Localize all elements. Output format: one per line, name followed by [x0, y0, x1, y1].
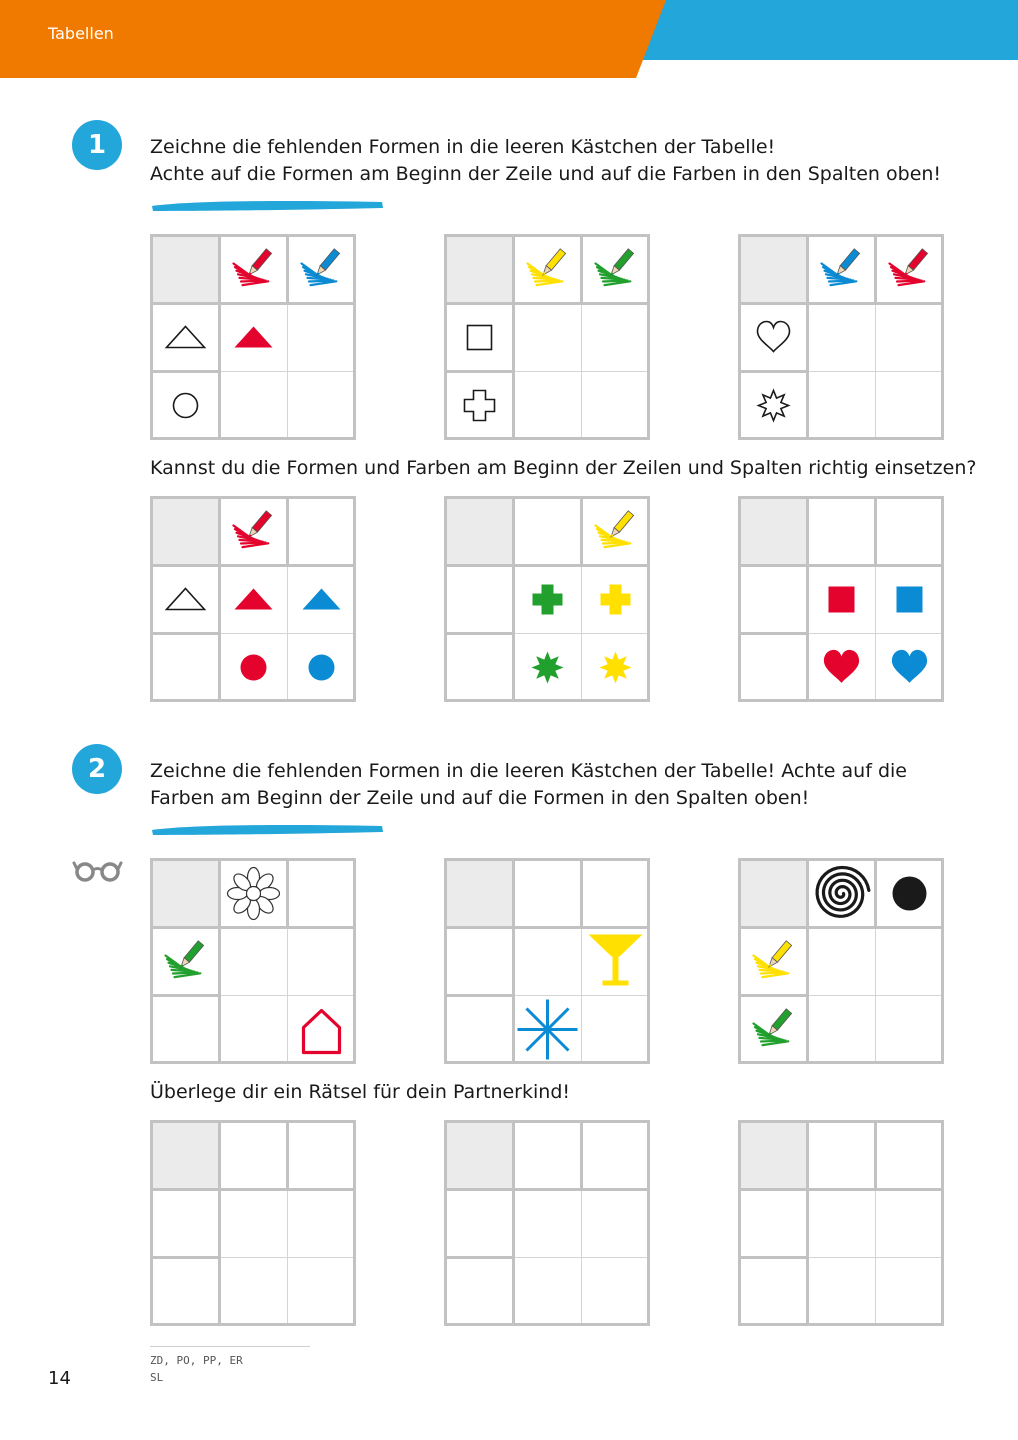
task1-question: Kannst du die Formen und Farben am Beginn der Zeilen und Spalten richtig einsetzen? [150, 457, 977, 479]
task-number-badge: 1 [72, 120, 122, 170]
task1-instruction-line1: Zeichne die fehlenden Formen in die leeren Kästchen der Tabelle! [150, 136, 776, 158]
circle-blue-icon [309, 655, 335, 681]
asterisk-blue-icon [518, 1000, 578, 1060]
task2-instruction-line2: Farben am Beginn der Zeile und auf die Formen in den Spalten oben! [150, 787, 810, 809]
table-7 [150, 858, 356, 1064]
table-10 [150, 1120, 356, 1326]
flower-outline-icon [228, 868, 280, 920]
blue-underline-stroke [150, 197, 385, 213]
task1-instruction [150, 134, 960, 188]
table-6 [738, 496, 944, 702]
blue-underline-stroke-2 [150, 821, 385, 837]
footer-divider [150, 1346, 310, 1347]
footer-codes-line2: SL [150, 1371, 164, 1384]
table-12 [738, 1120, 944, 1326]
header-band [0, 0, 1018, 78]
table-1 [150, 234, 356, 440]
star-yellow-icon [600, 652, 632, 684]
page-number: 14 [48, 1368, 71, 1389]
circle-red-icon [241, 655, 267, 681]
dot-black-icon [893, 877, 927, 911]
task2-instruction-line1: Zeichne die fehlenden Formen in die leeren Kästchen der Tabelle! Achte auf die [150, 760, 907, 782]
table-4 [150, 496, 356, 702]
table-3 [738, 234, 944, 440]
table-8 [444, 858, 650, 1064]
task1-instruction-line2: Achte auf die Formen am Beginn der Zeile und auf die Farben in den Spalten oben! [150, 163, 942, 185]
star-green-icon [532, 652, 564, 684]
task2-question: Überlege dir ein Rätsel für dein Partnerkind! [150, 1081, 570, 1103]
task2-instruction [150, 758, 960, 812]
glasses-icon [72, 858, 124, 884]
table-2 [444, 234, 650, 440]
square-blue-icon [897, 587, 923, 613]
task-number-badge-2: 2 [72, 744, 122, 794]
header-title: Tabellen [48, 24, 114, 43]
square-red-icon [829, 587, 855, 613]
table-5 [444, 496, 650, 702]
footer-codes [150, 1352, 243, 1386]
table-9 [738, 858, 944, 1064]
footer-codes-line1: ZD, PO, PP, ER [150, 1354, 243, 1367]
table-11 [444, 1120, 650, 1326]
